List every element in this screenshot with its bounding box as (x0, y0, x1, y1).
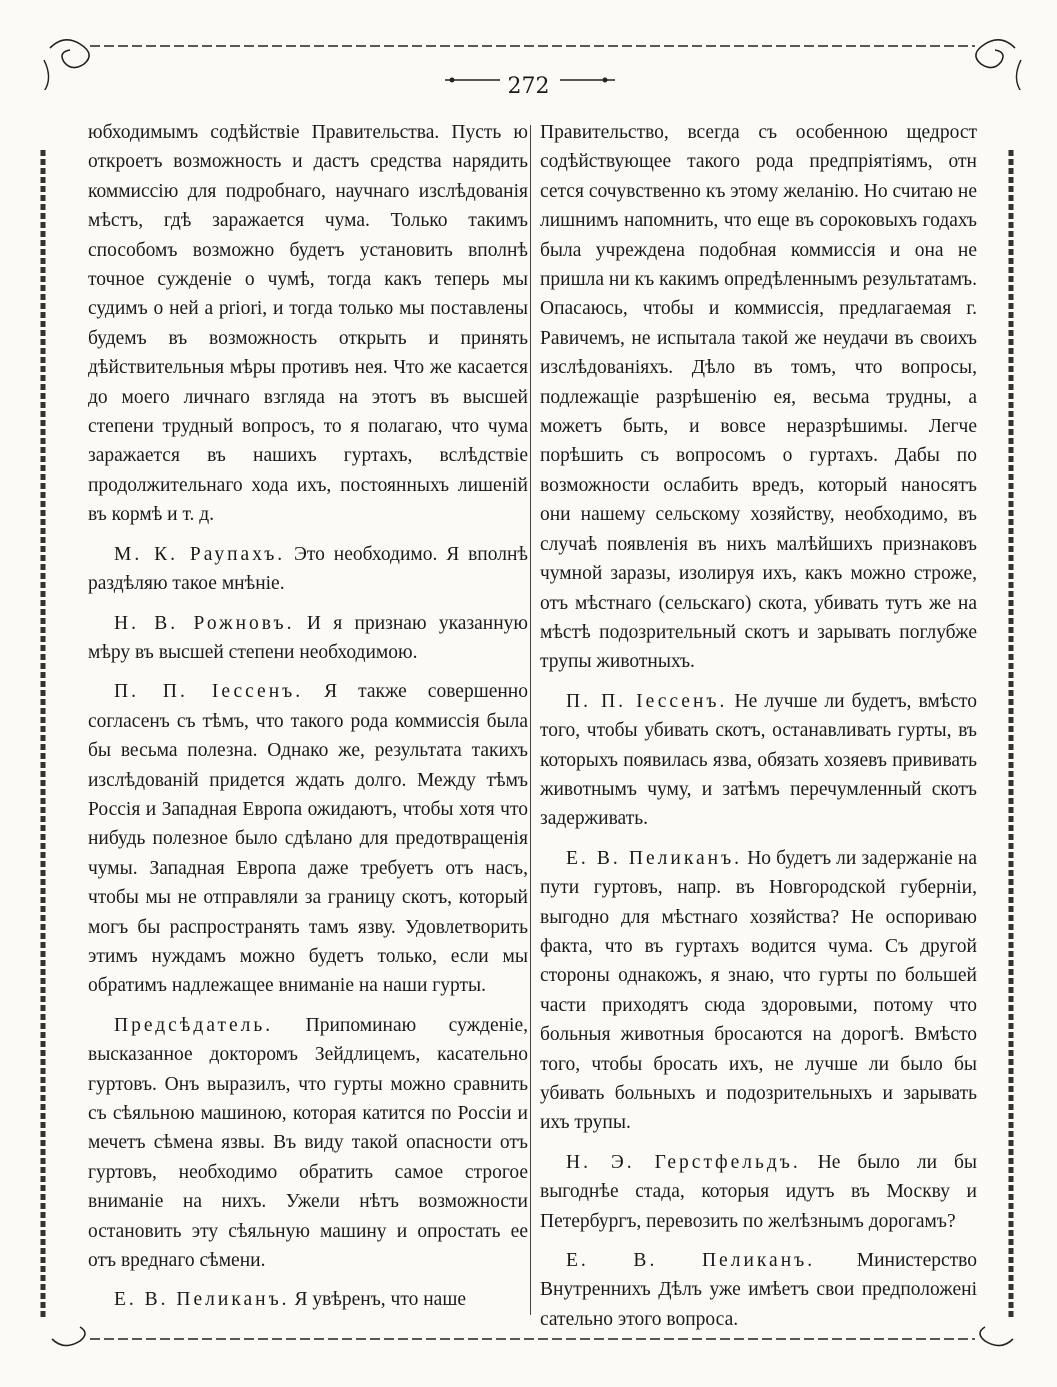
paragraph (540, 687, 977, 834)
paragraph (540, 844, 977, 1138)
speaker-name: Е. В. Пеликанъ. (566, 1250, 816, 1272)
speaker-name: Предсѣдатель. (114, 1014, 274, 1036)
left-column (88, 118, 528, 1315)
paragraph (88, 1011, 528, 1276)
paragraph-text: Я увѣренъ, что наше (289, 1289, 466, 1311)
paragraph-text: Это необходимо. Я вполнѣ раздѣляю такое мнѣніе. (88, 543, 528, 595)
paragraph (88, 540, 528, 599)
speaker-name: Н. В. Рожновъ. (114, 612, 295, 634)
paragraph-text: Не было ли бы выгоднѣе стада, которыя идутъ въ Москву и Петербургъ, перевозить по желѣзнымъ дорогамъ? (540, 1151, 977, 1232)
page-number: 272 (507, 74, 550, 99)
paragraph-text: Правительство, всегда съ особенною щедрост содѣйствующее такого рода предпріятіямъ, отн сется сочувственно къ этому желанію. Но считаю не лишнимъ напомнить, что еще въ сороковыхъ годахъ была учреждена подобная коммиссія и она не пришла ни къ какимъ опредѣленнымъ результатамъ. Опасаюсь, чтобы и коммиссія, предлагаемая г. Равичемъ, не испытала такой же неудачи въ своихъ изслѣдованіяхъ. Дѣло въ томъ, что вопросы, подлежащіе разрѣшенію ея, весьма трудны, а можетъ быть, и вовсе неразрѣшимы. Легче порѣшить съ вопросомъ о гуртахъ. Дабы по возможности ослабить вредъ, который наносятъ они нашему сельскому хозяйству, необходимо, въ случаѣ появленія въ нихъ малѣйшихъ признаковъ чумной заразы, изолируя ихъ, какъ можно строже, отъ мѣстнаго (сельскаго) скота, убивать тутъ же на мѣстѣ подозрительный скотъ и зарывать поглубже трупы животныхъ. (540, 122, 977, 673)
bottom-ornament-border (40, 1325, 1025, 1365)
paragraph (540, 1246, 977, 1334)
left-chain-border (36, 150, 50, 1320)
speaker-name: Н. Э. Герстфельдъ. (566, 1151, 801, 1173)
paragraph-text: И я признаю указанную мѣру въ высшей степени необходимою. (88, 612, 528, 663)
paragraph (88, 1285, 528, 1314)
speaker-name: П. П. Іессенъ. (114, 681, 304, 703)
column-divider (530, 125, 531, 1315)
paragraph (88, 677, 528, 1000)
paragraph-text: Но будетъ ли задержаніе на пути гуртовъ, напр. въ Новгородской губерніи, выгодно для мѣстнаго хозяйства? Не оспориваю факта, что въ гуртахъ водится чума. Съ другой стороны однакожъ, я знаю, что гурты по большей части приходятъ сюда здоровыми, потому что больныя животныя бросаются на дорогѣ. Вмѣсто того, чтобы бросать ихъ, не лучше ли было бы убивать больныхъ и подозрительныхъ и зарывать ихъ трупы. (540, 847, 977, 1134)
speaker-name: Е. В. Пеликанъ. (566, 847, 743, 869)
speaker-name: Е. В. Пеликанъ. (114, 1289, 290, 1311)
paragraph-text: Министерство Внутреннихъ Дѣлъ уже имѣетъ свои предположені сательно этого вопроса. (540, 1250, 977, 1330)
right-chain-border (1004, 150, 1018, 1320)
right-column (540, 118, 977, 1334)
paragraph-text: Не лучше ли будетъ, вмѣсто того, чтобы убивать скотъ, останавливать гурты, въ которыхъ появилась язва, обязать хозяевъ прививать животнымъ чуму, и затѣмъ перечумленный скотъ задерживать. (540, 690, 978, 830)
paragraph (88, 118, 528, 530)
paragraph-text: Припоминаю сужденіе, высказанное докторомъ Зейдлицемъ, касательно гуртовъ. Онъ выразилъ, что гурты можно сравнить съ сѣяльною машиною, которая катится по Россіи и мечетъ сѣмена язвы. Въ виду такой опасности отъ гуртовъ, необходимо обратить самое строгое вниманіе на нихъ. Ужели нѣтъ возможности остановить эту сѣяльную машину и опростать ее отъ вреднаго сѣмени. (88, 1014, 528, 1272)
paragraph (540, 1148, 977, 1236)
speaker-name: М. К. Раупахъ. (114, 543, 286, 565)
paragraph (540, 118, 977, 677)
paragraph (88, 609, 528, 668)
paragraph-text: юбходимымъ содѣйствіе Правительства. Пусть ю откроетъ возможность и дастъ средства нарядить коммиссію для подробнаго, научнаго изслѣдованія мѣстъ, гдѣ заражается чума. Только такимъ способомъ возможно будетъ установить вполнѣ точное сужденіе о чумѣ, тогда какъ теперь мы судимъ о ней a priori, и тогда только мы поставлены будемъ въ возможность открыть и принять дѣйствительныя мѣры противъ нея. Что же касается до моего личнаго взгляда на этотъ въ высшей степени трудный вопросъ, то я полагаю, что чума заражается въ нашихъ гуртахъ, вслѣдствіе продолжительнаго хода ихъ, постоянныхъ лишеній въ кормѣ и т. д. (88, 122, 528, 526)
paragraph-text: Я также совершенно согласенъ съ тѣмъ, что такого рода коммиссія была бы весьма полезна. Однако же, результата такихъ изслѣдованій придется ждать долго. Между тѣмъ Россія и Западная Европа ожидаютъ, чтобы хотя что нибудь полезное было сдѣлано для предотвращенія чумы. Западная Европа даже требуетъ отъ насъ, чтобы мы не отправляли за границу скотъ, который могъ бы распространять тамъ язву. Удовлетворить этимъ нуждамъ можно будетъ только, если мы обратимъ надлежащее вниманіе на наши гурты. (88, 681, 528, 997)
speaker-name: П. П. Іессенъ. (566, 690, 728, 712)
